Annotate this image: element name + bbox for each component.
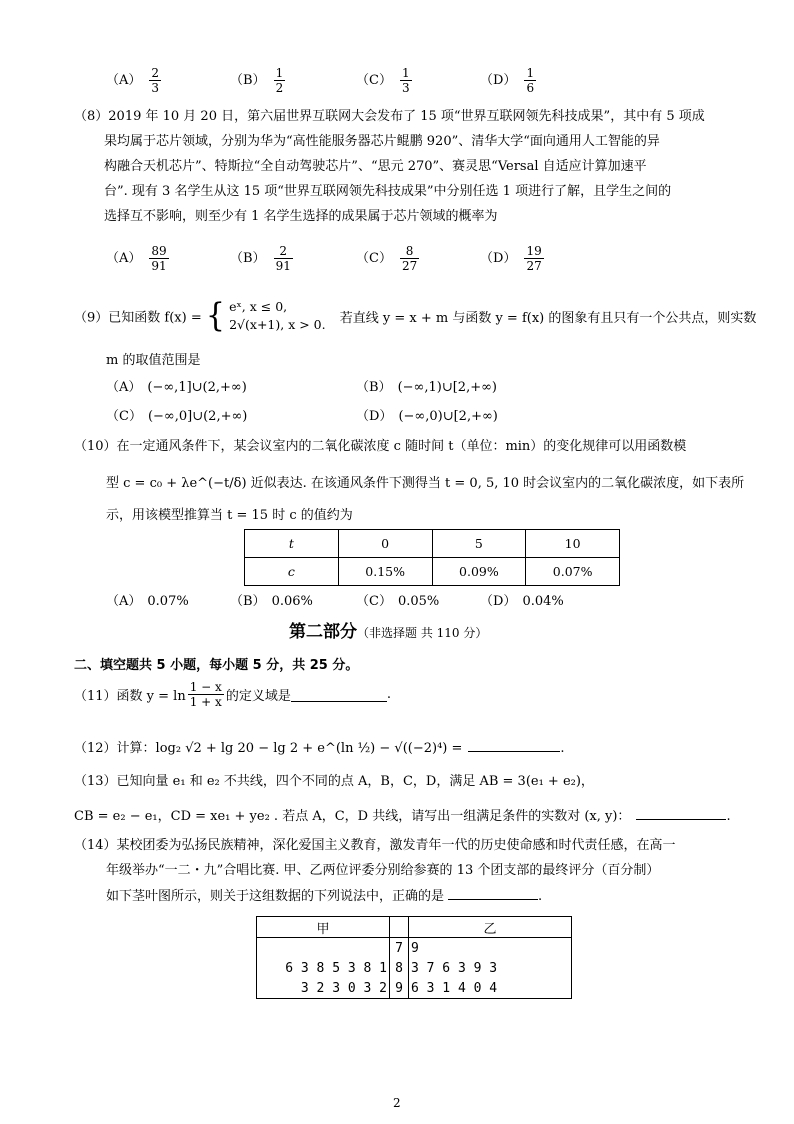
q7-option-c: （C） $\frac{1}{3}$ (356, 66, 410, 95)
page-number: 2 (393, 1096, 401, 1110)
answer-blank[interactable] (636, 805, 726, 820)
stem: 7 (390, 938, 409, 959)
fraction: $\frac{8}{27}$ (401, 244, 418, 273)
stem: 8 (390, 958, 409, 978)
stem-leaf-header-right: 乙 (409, 917, 572, 938)
stem-leaf-header-left: 甲 (257, 917, 390, 938)
table-cell: 5 (432, 530, 526, 558)
table-cell: 10 (526, 530, 620, 558)
q13-line1: （13）已知向量 e₁ 和 e₂ 不共线，四个不同的点 A，B，C，D，满足 AB = 3(e₁ + e₂)， (74, 774, 594, 789)
stem-leaf-plot (256, 916, 572, 999)
q7-option-b: （B） $\frac{1}{2}$ (230, 66, 284, 95)
q14-line3: 如下茎叶图所示，则关于这组数据的下列说法中，正确的是 . (106, 885, 542, 904)
stem: 9 (390, 978, 409, 999)
fraction: $\frac{89}{91}$ (151, 244, 167, 273)
q8-line: （8）2019 年 10 月 20 日，第六届世界互联网大会发布了 15 项“世界互联网领先科技成果”，其中有 5 项成 (74, 109, 705, 124)
q8-line: 果均属于芯片领域，分别为华为“高性能服务器芯片鲲鹏 920”、清华大学“面向通用人工智能的异 (104, 134, 660, 149)
q8-line: 选择互不影响，则至少有 1 名学生选择的成果属于芯片领域的概率为 (104, 209, 498, 224)
q9-option-a: （A） (−∞,1]∪(2,+∞) (106, 380, 247, 395)
q10-line2: 型 c = c₀ + λe^(−t/δ) 近似表达. 在该通风条件下测得当 t = 0, 5, 10 时会议室内的二氧化碳浓度，如下表所 (106, 476, 745, 491)
q14-line1: （14）某校团委为弘扬民族精神，深化爱国主义教育，激发青年一代的历史使命感和时代责任感，在高一 (74, 838, 676, 853)
fraction: $\frac{2}{3}$ (151, 66, 160, 95)
table-cell: 0.09% (432, 558, 526, 586)
q9-option-c: （C） (−∞,0]∪(2,+∞) (106, 409, 248, 424)
q7-option-a: （A） $\frac{2}{3}$ (106, 66, 160, 95)
fraction: $\frac{1}{3}$ (401, 66, 410, 95)
leaves-right: 3 7 6 3 9 3 (409, 958, 572, 978)
question-8 (74, 104, 724, 229)
section-heading: 二、填空题共 5 小题，每小题 5 分，共 25 分。 (74, 658, 359, 673)
table-row (257, 938, 572, 959)
q9-option-b: （B） (−∞,1)∪[2,+∞) (356, 380, 497, 395)
q8-option-a: （A） $\frac{89}{91}$ (106, 244, 167, 273)
table-cell: 0 (338, 530, 432, 558)
leaves-right: 9 (409, 938, 572, 959)
fraction: $\frac{19}{27}$ (526, 244, 542, 273)
table-row (257, 978, 572, 999)
fraction: $\frac{1 - x}{1 + x}$ (189, 680, 222, 709)
fraction: $\frac{1}{2}$ (275, 66, 284, 95)
answer-blank[interactable] (468, 737, 560, 752)
leaves-left (257, 938, 390, 959)
q10-option-c: （C） 0.05% (356, 594, 440, 609)
q9-line2: m 的取值范围是 (106, 353, 201, 368)
q10-option-a: （A） 0.07% (106, 594, 189, 609)
question-12: （12）计算：log₂ √2 + lg 20 − lg 2 + e^(ln ½) − √((−2)⁴) = . (74, 737, 565, 756)
q10-line3: 示，用该模型推算当 t = 15 时 c 的值约为 (106, 508, 353, 523)
question-11: （11）函数 y = ln $\frac{1 - x}{1 + x}$ 的定义域是 . (74, 680, 391, 709)
leaves-left: 3 2 3 0 3 2 (257, 978, 390, 999)
piecewise-brace: { (205, 296, 225, 335)
table-row (245, 530, 620, 558)
q8-line: 台”. 现有 3 名学生从这 15 项“世界互联网领先科技成果”中分别任选 1 项进行了解，且学生之间的 (104, 184, 672, 199)
q8-option-c: （C） $\frac{8}{27}$ (356, 244, 418, 273)
leaves-left: 6 3 8 5 3 8 1 (257, 958, 390, 978)
q8-line: 构融合天机芯片”、特斯拉“全自动驾驶芯片”、“思元 270”、赛灵思“Versal 自适应计算加速平 (104, 159, 647, 174)
piecewise-cases: eˣ, x ≤ 0, 2√(x+1), x > 0. (229, 299, 326, 332)
q10-option-b: （B） 0.06% (230, 594, 313, 609)
question-9: （9）已知函数 f(x) = { eˣ, x ≤ 0, 2√(x+1), x > 0. 若直线 y = x + m 与函数 y = f(x) 的图象有且只有一个公共点，则实数 (74, 296, 757, 335)
table-cell: 0.07% (526, 558, 620, 586)
fraction: $\frac{1}{6}$ (526, 66, 535, 95)
q8-option-d: （D） $\frac{19}{27}$ (480, 244, 542, 273)
q8-option-b: （B） $\frac{2}{91}$ (230, 244, 291, 273)
fraction: $\frac{2}{91}$ (275, 244, 291, 273)
q10-option-d: （D） 0.04% (480, 594, 564, 609)
q14-line2: 年级举办“一二・九”合唱比赛. 甲、乙两位评委分别给参赛的 13 个团支部的最终评分（百分制） (106, 863, 660, 878)
table-cell: t (245, 530, 339, 558)
answer-blank[interactable] (291, 687, 387, 702)
table-cell: c (245, 558, 339, 586)
q9-option-d: （D） (−∞,0)∪[2,+∞) (356, 409, 498, 424)
q7-option-d: （D） $\frac{1}{6}$ (480, 66, 535, 95)
q13-line2: CB = e₂ − e₁，CD = xe₁ + ye₂ . 若点 A，C，D 共线，请写出一组满足条件的实数对 (x, y)： . (74, 805, 731, 824)
table-cell: 0.15% (338, 558, 432, 586)
table-row (257, 958, 572, 978)
answer-blank[interactable] (448, 885, 538, 900)
table-row (257, 917, 572, 938)
table-row (245, 558, 620, 586)
q10-line1: （10）在一定通风条件下，某会议室内的二氧化碳浓度 c 随时间 t（单位：min）的变化规律可以用函数模 (74, 439, 687, 454)
part-title: 第二部分（非选择题 共 110 分） (289, 622, 488, 642)
leaves-right: 6 3 1 4 0 4 (409, 978, 572, 999)
stem-header-gap (390, 917, 409, 938)
q10-data-table (244, 529, 620, 586)
